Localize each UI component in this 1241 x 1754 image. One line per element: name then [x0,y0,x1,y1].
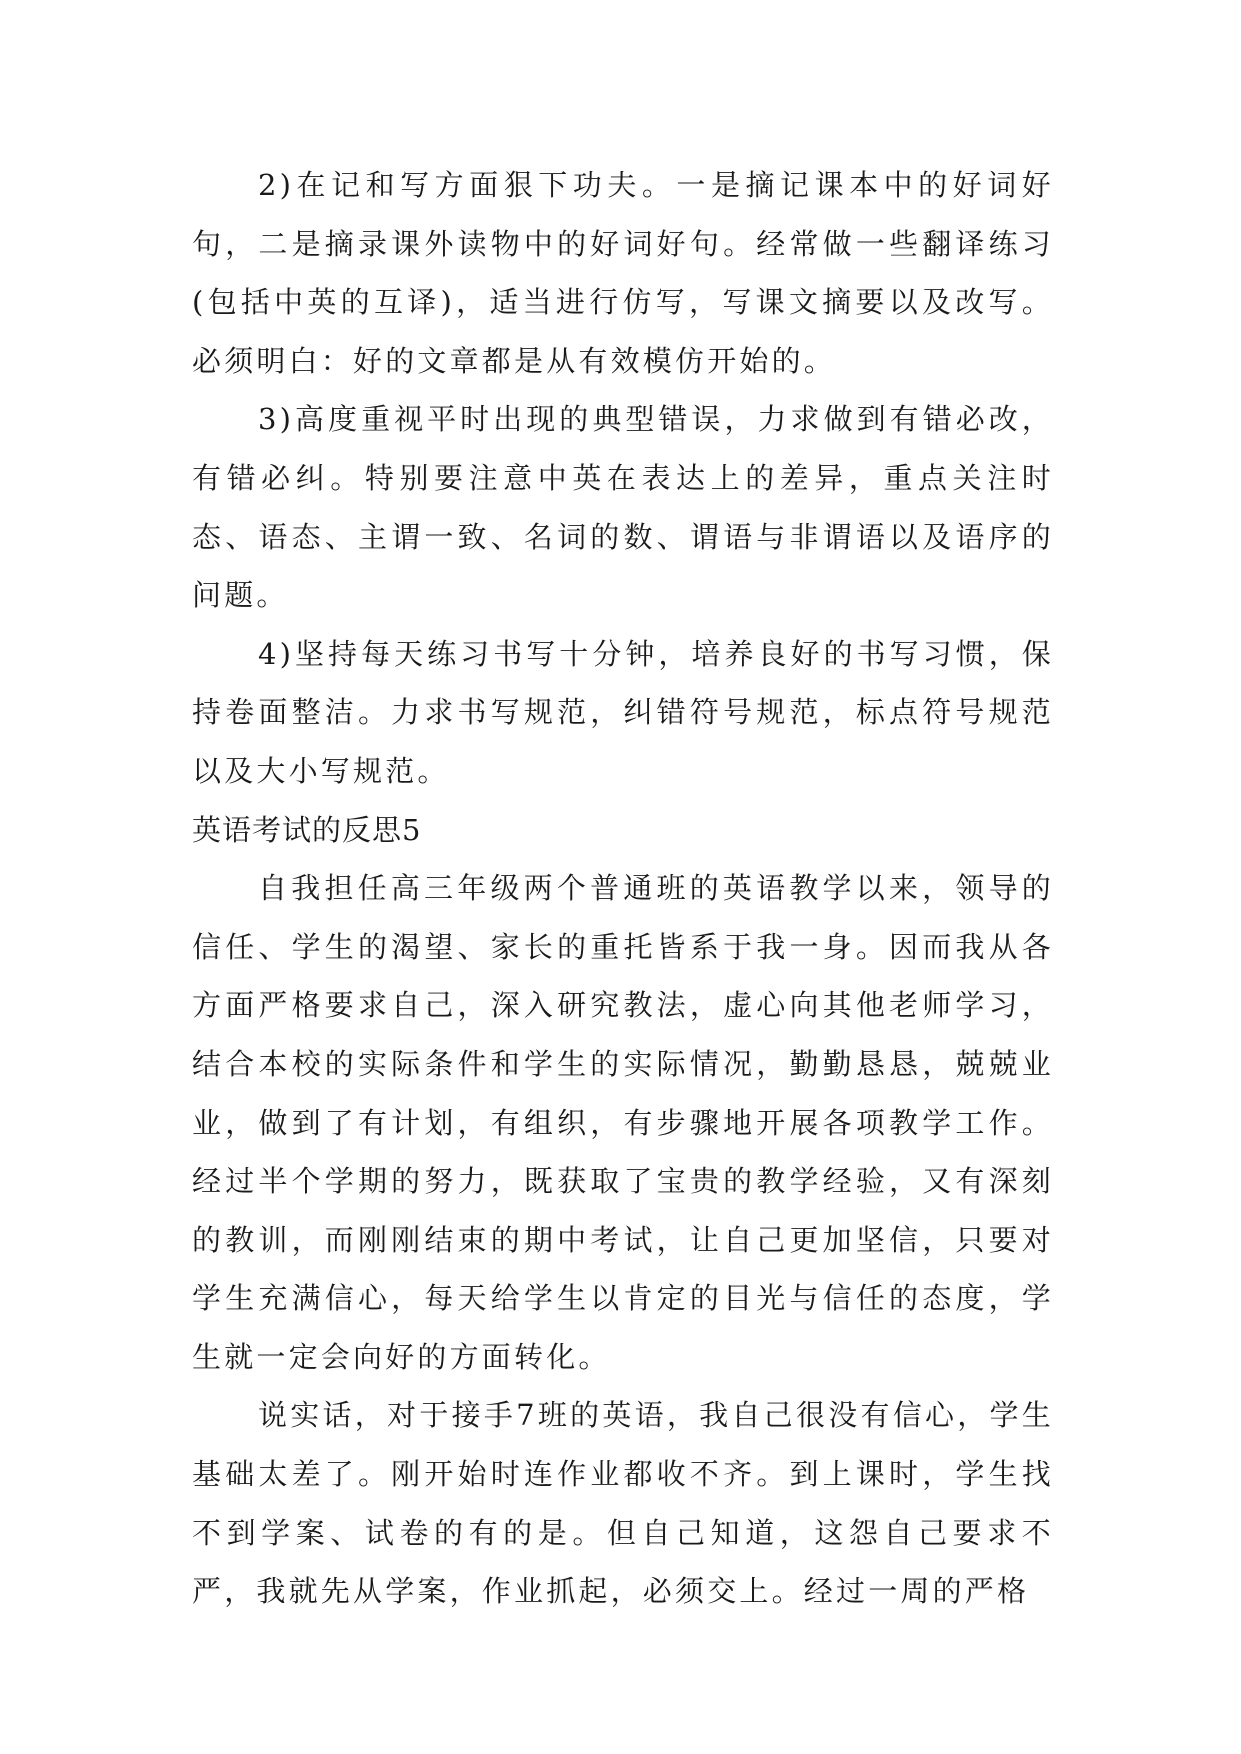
paragraph-handwriting: 4)坚持每天练习书写十分钟，培养良好的书写习惯，保持卷面整洁。力求书写规范，纠错符号规范，标点符号规范以及大小写规范。 [192,636,1054,788]
paragraph-teaching-experience: 自我担任高三年级两个普通班的英语教学以来，领导的信任、学生的渴望、家长的重托皆系于我一身。因而我从各方面严格要求自己，深入研究教法，虚心向其他老师学习，结合本校的实际条件和学生的实际情况，勤勤恳恳，兢兢业业，做到了有计划，有组织，有步骤地开展各项教学工作。经过半个学期的努力，既获取了宝贵的教学经验，又有深刻的教训，而刚刚结束的期中考试，让自己更加坚信，只要对学生充满信心，每天给学生以肯定的目光与信任的态度，学生就一定会向好的方面转化。 [192,871,1054,1374]
paragraph-typical-errors: 3)高度重视平时出现的典型错误，力求做到有错必改，有错必纠。特别要注意中英在表达上的差异，重点关注时态、语态、主谓一致、名词的数、谓语与非谓语以及语序的问题。 [192,402,1054,613]
paragraph-writing-practice: 2)在记和写方面狠下功夫。一是摘记课本中的好词好句，二是摘录课外读物中的好词好句。经常做一些翻译练习(包括中英的互译)，适当进行仿写，写课文摘要以及改写。必须明白：好的文章都是从有效模仿开始的。 [192,168,1054,378]
section-heading: 英语考试的反思5 [192,812,422,847]
document-body [192,156,1054,1621]
paragraph-class-seven: 说实话，对于接手7班的英语，我自己很没有信心，学生基础太差了。刚开始时连作业都收不齐。到上课时，学生找不到学案、试卷的有的是。但自己知道，这怨自己要求不严，我就先从学案，作业抓起，必须交上。经过一周的严格 [192,1398,1054,1609]
